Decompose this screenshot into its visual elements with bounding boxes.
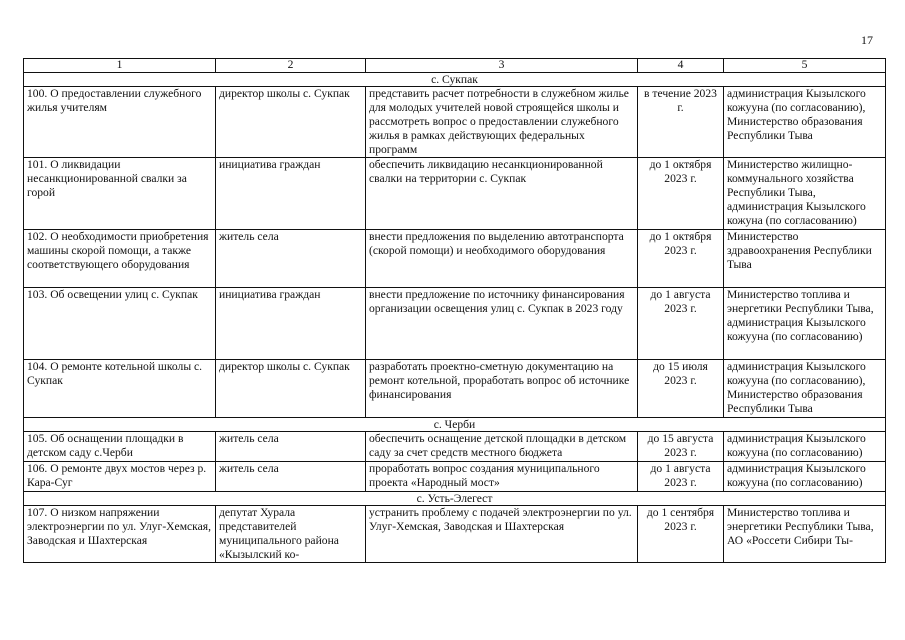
section-row bbox=[24, 418, 886, 432]
responsible-cell: администрация Кызылского кожууна (по согласованию) bbox=[724, 432, 886, 462]
issue-cell: 100. О предоставлении служебного жилья учителям bbox=[24, 87, 216, 158]
responsible-cell: администрация Кызылского кожууна (по согласованию), Министерство образования Республики Тыва bbox=[724, 360, 886, 418]
table-row bbox=[24, 87, 886, 158]
deadline-cell: до 15 августа 2023 г. bbox=[638, 432, 724, 462]
responsible-cell: администрация Кызылского кожууна (по согласованию), Министерство образования Республики Тыва bbox=[724, 87, 886, 158]
initiator-cell: житель села bbox=[216, 230, 366, 288]
section-row bbox=[24, 492, 886, 506]
section-title: с. Черби bbox=[24, 418, 886, 432]
measures-table bbox=[23, 58, 886, 563]
deadline-cell: до 1 августа 2023 г. bbox=[638, 462, 724, 492]
measure-cell: разработать проектно-сметную документацию на ремонт котельной, проработать вопрос об источнике финансирования bbox=[366, 360, 638, 418]
table-row bbox=[24, 158, 886, 230]
measure-cell: обеспечить оснащение детской площадки в детском саду за счет средств местного бюджета bbox=[366, 432, 638, 462]
deadline-cell: до 15 июля 2023 г. bbox=[638, 360, 724, 418]
table-row bbox=[24, 506, 886, 563]
table-row bbox=[24, 432, 886, 462]
initiator-cell: житель села bbox=[216, 462, 366, 492]
initiator-cell: житель села bbox=[216, 432, 366, 462]
page-number: 17 bbox=[861, 33, 873, 47]
measure-cell: внести предложение по источнику финансирования организации освещения улиц с. Сукпак в 2023 году bbox=[366, 288, 638, 360]
initiator-cell: депутат Хурала представителей муниципального района «Кызылский ко- bbox=[216, 506, 366, 563]
table-row bbox=[24, 462, 886, 492]
measure-cell: представить расчет потребности в служебном жилье для молодых учителей новой строящейся школы и рассмотреть вопрос о предоставлении служебного жилья в рамках действующих федеральных программ bbox=[366, 87, 638, 158]
issue-cell: 103. Об освещении улиц с. Сукпак bbox=[24, 288, 216, 360]
responsible-cell: Министерство топлива и энергетики Республики Тыва, администрация Кызылского кожууна (по согласованию) bbox=[724, 288, 886, 360]
issue-cell: 102. О необходимости приобретения машины скорой помощи, а также соответствующего оборудования bbox=[24, 230, 216, 288]
column-number: 4 bbox=[638, 59, 724, 73]
issue-cell: 104. О ремонте котельной школы с. Сукпак bbox=[24, 360, 216, 418]
column-number: 5 bbox=[724, 59, 886, 73]
section-title: с. Сукпак bbox=[24, 73, 886, 87]
column-number: 3 bbox=[366, 59, 638, 73]
initiator-cell: инициатива граждан bbox=[216, 288, 366, 360]
deadline-cell: до 1 августа 2023 г. bbox=[638, 288, 724, 360]
initiator-cell: директор школы с. Сукпак bbox=[216, 87, 366, 158]
responsible-cell: Министерство топлива и энергетики Республики Тыва, АО «Россети Сибири Ты- bbox=[724, 506, 886, 563]
column-number: 1 bbox=[24, 59, 216, 73]
issue-cell: 101. О ликвидации несанкционированной свалки за горой bbox=[24, 158, 216, 230]
measure-cell: устранить проблему с подачей электроэнергии по ул. Улуг-Хемская, Заводская и Шахтерская bbox=[366, 506, 638, 563]
deadline-cell: до 1 октября 2023 г. bbox=[638, 158, 724, 230]
column-number-row bbox=[24, 59, 886, 73]
table-row bbox=[24, 230, 886, 288]
responsible-cell: Министерство жилищно-коммунального хозяйства Республики Тыва, администрация Кызылского кожуна (по согласованию) bbox=[724, 158, 886, 230]
responsible-cell: администрация Кызылского кожууна (по согласованию) bbox=[724, 462, 886, 492]
section-title: с. Усть-Элегест bbox=[24, 492, 886, 506]
initiator-cell: директор школы с. Сукпак bbox=[216, 360, 366, 418]
section-row bbox=[24, 73, 886, 87]
initiator-cell: инициатива граждан bbox=[216, 158, 366, 230]
issue-cell: 105. Об оснащении площадки в детском саду с.Черби bbox=[24, 432, 216, 462]
deadline-cell: в течение 2023 г. bbox=[638, 87, 724, 158]
table-row bbox=[24, 360, 886, 418]
issue-cell: 107. О низком напряжении электроэнергии по ул. Улуг-Хемская, Заводская и Шахтерская bbox=[24, 506, 216, 563]
column-number: 2 bbox=[216, 59, 366, 73]
measure-cell: обеспечить ликвидацию несанкционированной свалки на территории с. Сукпак bbox=[366, 158, 638, 230]
issue-cell: 106. О ремонте двух мостов через р. Кара-Суг bbox=[24, 462, 216, 492]
responsible-cell: Министерство здравоохранения Республики Тыва bbox=[724, 230, 886, 288]
table-row bbox=[24, 288, 886, 360]
measure-cell: проработать вопрос создания муниципального проекта «Народный мост» bbox=[366, 462, 638, 492]
deadline-cell: до 1 октября 2023 г. bbox=[638, 230, 724, 288]
deadline-cell: до 1 сентября 2023 г. bbox=[638, 506, 724, 563]
measure-cell: внести предложения по выделению автотранспорта (скорой помощи) и необходимого оборудования bbox=[366, 230, 638, 288]
